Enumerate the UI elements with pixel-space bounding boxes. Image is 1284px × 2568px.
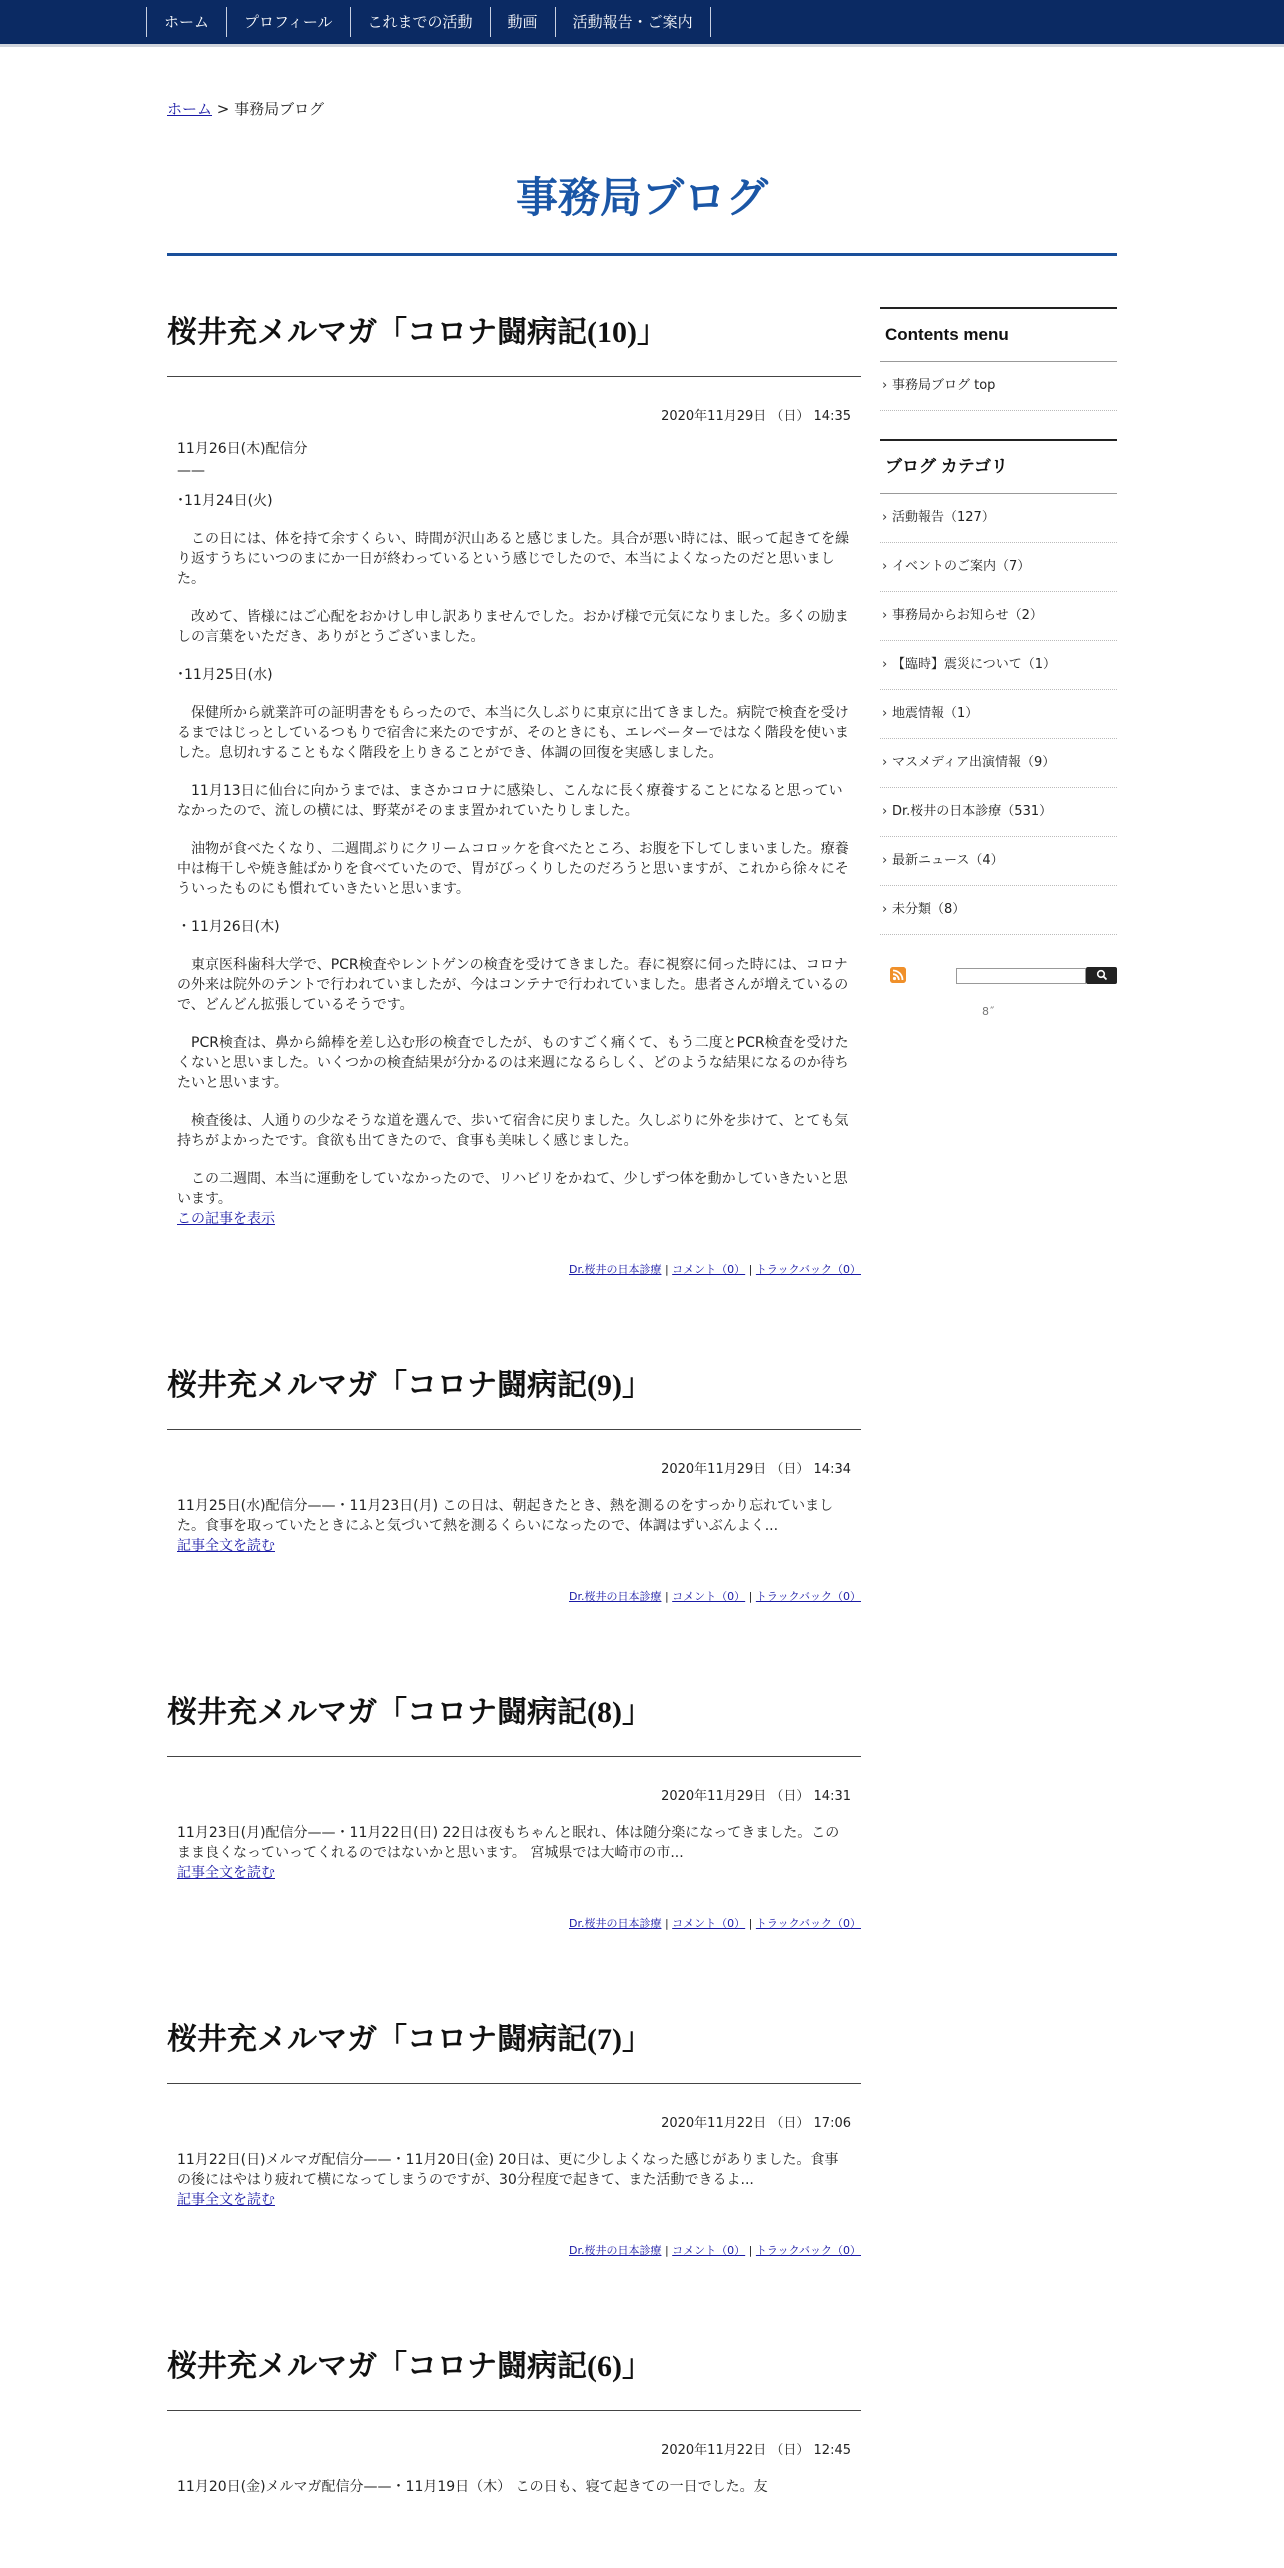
entry-trackback-link[interactable]: トラックバック（0） xyxy=(755,1590,861,1603)
nav-item-activities[interactable]: これまでの活動 xyxy=(350,7,490,37)
category-item[interactable]: › 事務局からお知らせ（2） xyxy=(880,592,1117,641)
blog-entry xyxy=(167,2342,861,2497)
entry-body xyxy=(167,1496,861,1556)
blog-entry xyxy=(167,1361,861,1604)
blog-main xyxy=(167,300,861,2497)
nav-item-videos[interactable]: 動画 xyxy=(490,7,555,37)
sidebar-tools xyxy=(880,963,1117,1023)
sidebar xyxy=(880,307,1117,1023)
footer-separator: | xyxy=(745,1590,756,1603)
entry-category-link[interactable]: Dr.桜井の日本診療 xyxy=(568,1917,662,1930)
entry-comment-link[interactable]: コメント（0） xyxy=(672,1590,746,1603)
nav-item-reports[interactable]: 活動報告・ご案内 xyxy=(555,7,711,37)
breadcrumb-home-link[interactable]: ホーム xyxy=(167,100,213,118)
entry-title[interactable]: 桜井充メルマガ「コロナ闘病記(9)」 xyxy=(167,1361,861,1430)
entry-lead: 11月26日(木)配信分 xyxy=(177,441,308,457)
category-item[interactable]: › 未分類（8） xyxy=(880,886,1117,935)
entry-paragraph: 11月13日に仙台に向かうまでは、まさかコロナに感染し、こんなに長く療養することになると思っていなかったので、流しの横には、野菜がそのまま置かれていたりしました。 xyxy=(177,783,843,819)
rss-icon[interactable] xyxy=(890,967,906,983)
search-button[interactable] xyxy=(1086,967,1117,984)
entry-footer xyxy=(167,1915,861,1931)
breadcrumb-current: > 事務局ブログ xyxy=(212,100,325,118)
entry-trackback-link[interactable]: トラックバック（0） xyxy=(755,2244,861,2257)
entry-paragraph: 保健所から就業許可の証明書をもらったので、本当に久しぶりに東京に出てきました。病院で検査を受けるまではじっとしているつもりで宿舎に来たのですが、そのときにも、エレベーターではなく階段を使いました。息切れすることもなく階段を上りきることができ、体調の回復を実感しました。 xyxy=(177,705,849,761)
entry-title[interactable]: 桜井充メルマガ「コロナ闘病記(6)」 xyxy=(167,2342,861,2411)
entry-summary: 11月20日(金)メルマガ配信分——・11月19日（木） この日も、寝て起きての一日でした。友 xyxy=(177,2479,768,2495)
blog-category-title: ブログ カテゴリ xyxy=(880,441,1117,494)
entry-comment-link[interactable]: コメント（0） xyxy=(672,1917,746,1930)
entry-footer xyxy=(167,1588,861,1604)
category-item[interactable]: › マスメディア出演情報（9） xyxy=(880,739,1117,788)
entry-date: 2020年11月29日 （日） 14:35 xyxy=(661,409,851,424)
read-full-article-link[interactable]: 記事全文を読む xyxy=(177,1865,275,1881)
top-navigation xyxy=(0,0,1284,47)
entry-title[interactable]: 桜井充メルマガ「コロナ闘病記(7)」 xyxy=(167,2015,861,2084)
entry-paragraph: 改めて、皆様にはご心配をおかけし申し訳ありませんでした。おかげ様で元気になりました。多くの励ましの言葉をいただき、ありがとうございました。 xyxy=(177,609,849,645)
entry-paragraph: PCR検査は、鼻から綿棒を差し込む形の検査でしたが、ものすごく痛くて、もう二度とPCR検査を受けたくないと思いました。いくつかの検査結果が分かるのは来週になるらしく、どのような結果になるのか待ちたいと思います。 xyxy=(177,1035,849,1091)
entry-footer xyxy=(167,2242,861,2258)
entry-separator: —— xyxy=(177,463,205,479)
nav-item-profile[interactable]: プロフィール xyxy=(226,7,350,37)
page-title: 事務局ブログ xyxy=(515,174,768,221)
search-input[interactable] xyxy=(956,968,1086,984)
blog-entry xyxy=(167,2015,861,2258)
category-item[interactable]: › 最新ニュース（4） xyxy=(880,837,1117,886)
breadcrumb xyxy=(167,98,324,119)
entry-body xyxy=(167,1823,861,1883)
entry-trackback-link[interactable]: トラックバック（0） xyxy=(755,1917,861,1930)
entry-footer xyxy=(167,1261,861,1277)
contents-menu-item[interactable]: › 事務局ブログ top xyxy=(880,362,1117,411)
entry-paragraph: 油物が食べたくなり、二週間ぶりにクリームコロッケを食べたところ、お腹を下してしまいました。療養中は梅干しや焼き鮭ばかりを食べていたので、胃がびっくりしたのだろうと思いますが、これから徐々にそういったものにも慣れていきたいと思います。 xyxy=(177,841,849,897)
entry-date: 2020年11月29日 （日） 14:34 xyxy=(661,1462,851,1477)
entry-day-heading: ･11月25日(水) xyxy=(177,667,273,683)
entry-category-link[interactable]: Dr.桜井の日本診療 xyxy=(568,1263,662,1276)
title-divider xyxy=(167,253,1117,256)
footer-separator: | xyxy=(661,2244,673,2257)
entry-comment-link[interactable]: コメント（0） xyxy=(672,2244,746,2257)
entry-day-heading: ・11月26日(木) xyxy=(177,919,280,935)
blog-entry xyxy=(167,1688,861,1931)
entry-category-link[interactable]: Dr.桜井の日本診療 xyxy=(568,1590,662,1603)
entry-date: 2020年11月29日 （日） 14:31 xyxy=(661,1789,851,1804)
category-item[interactable]: › 【臨時】震災について（1） xyxy=(880,641,1117,690)
entry-date: 2020年11月22日 （日） 17:06 xyxy=(661,2116,851,2131)
search-icon xyxy=(1096,969,1108,981)
entry-summary: 11月23日(月)配信分——・11月22日(日) 22日は夜もちゃんと眠れ、体は随分楽になってきました。このまま良くなっていってくれるのではないかと思います。 宮城県では大崎市の市... xyxy=(177,1825,840,1861)
entry-body xyxy=(167,2477,861,2497)
footer-separator: | xyxy=(661,1590,673,1603)
footer-separator: | xyxy=(661,1263,673,1276)
entry-trackback-link[interactable]: トラックバック（0） xyxy=(755,1263,861,1276)
category-item[interactable]: › 地震情報（1） xyxy=(880,690,1117,739)
footer-separator: | xyxy=(745,1263,756,1276)
entry-body xyxy=(167,2150,861,2210)
footer-separator: | xyxy=(661,1917,673,1930)
contents-menu-title: Contents menu xyxy=(880,309,1117,362)
category-item[interactable]: › 活動報告（127） xyxy=(880,494,1117,543)
category-item[interactable]: › Dr.桜井の日本診療（531） xyxy=(880,788,1117,837)
read-full-article-link[interactable]: 記事全文を読む xyxy=(177,1538,275,1554)
entry-paragraph: 東京医科歯科大学で、PCR検査やレントゲンの検査を受けてきました。春に視察に伺った時には、コロナの外来は院外のテントで行われていましたが、今はコンテナで行われていました。患者さんが増えているので、どんどん拡張しているそうです。 xyxy=(177,957,849,1013)
category-item[interactable]: › イベントのご案内（7） xyxy=(880,543,1117,592)
entry-comment-link[interactable]: コメント（0） xyxy=(672,1263,746,1276)
entry-summary: 11月22日(日)メルマガ配信分——・11月20日(金) 20日は、更に少しよくなった感じがありました。食事の後にはやはり疲れて横になってしまうのですが、30分程度で起きて、また活動できるよ... xyxy=(177,2152,839,2188)
footer-separator: | xyxy=(745,1917,756,1930)
read-full-article-link[interactable]: 記事全文を読む xyxy=(177,2192,275,2208)
read-more-link[interactable]: この記事を表示 xyxy=(177,1211,275,1227)
entry-paragraph: この日には、体を持て余すくらい、時間が沢山あると感じました。具合が悪い時には、眠って起きてを繰り返すうちにいつのまにか一日が終わっているという感じでしたので、本当によくなったのだと思いました。 xyxy=(177,531,849,587)
blog-entry xyxy=(167,308,861,1277)
entry-paragraph: 検査後は、人通りの少なそうな道を選んで、歩いて宿舎に戻りました。久しぶりに外を歩けて、とても気持ちがよかったです。食欲も出てきたので、食事も美味しく感じました。 xyxy=(177,1113,849,1149)
entry-summary: 11月25日(水)配信分——・11月23日(月) この日は、朝起きたとき、熱を測るのをすっかり忘れていました。食事を取っていたときにふと気づいて熱を測るくらいになったので、体調はずいぶんよく... xyxy=(177,1498,834,1534)
contents-menu xyxy=(880,307,1117,411)
entry-title[interactable]: 桜井充メルマガ「コロナ闘病記(8)」 xyxy=(167,1688,861,1757)
entry-day-heading: ･11月24日(火) xyxy=(177,493,273,509)
entry-title[interactable]: 桜井充メルマガ「コロナ闘病記(10)」 xyxy=(167,308,861,377)
entry-date: 2020年11月22日 （日） 12:45 xyxy=(661,2443,851,2458)
nav-item-home[interactable]: ホーム xyxy=(146,7,226,37)
blog-category-menu xyxy=(880,439,1117,935)
entry-paragraph: この二週間、本当に運動をしていなかったので、リハビリをかねて、少しずつ体を動かしていきたいと思います。 xyxy=(177,1171,848,1207)
entry-category-link[interactable]: Dr.桜井の日本診療 xyxy=(568,2244,662,2257)
sidebar-note: 8˝ xyxy=(982,1005,995,1018)
footer-separator: | xyxy=(745,2244,756,2257)
entry-body xyxy=(167,439,861,1229)
